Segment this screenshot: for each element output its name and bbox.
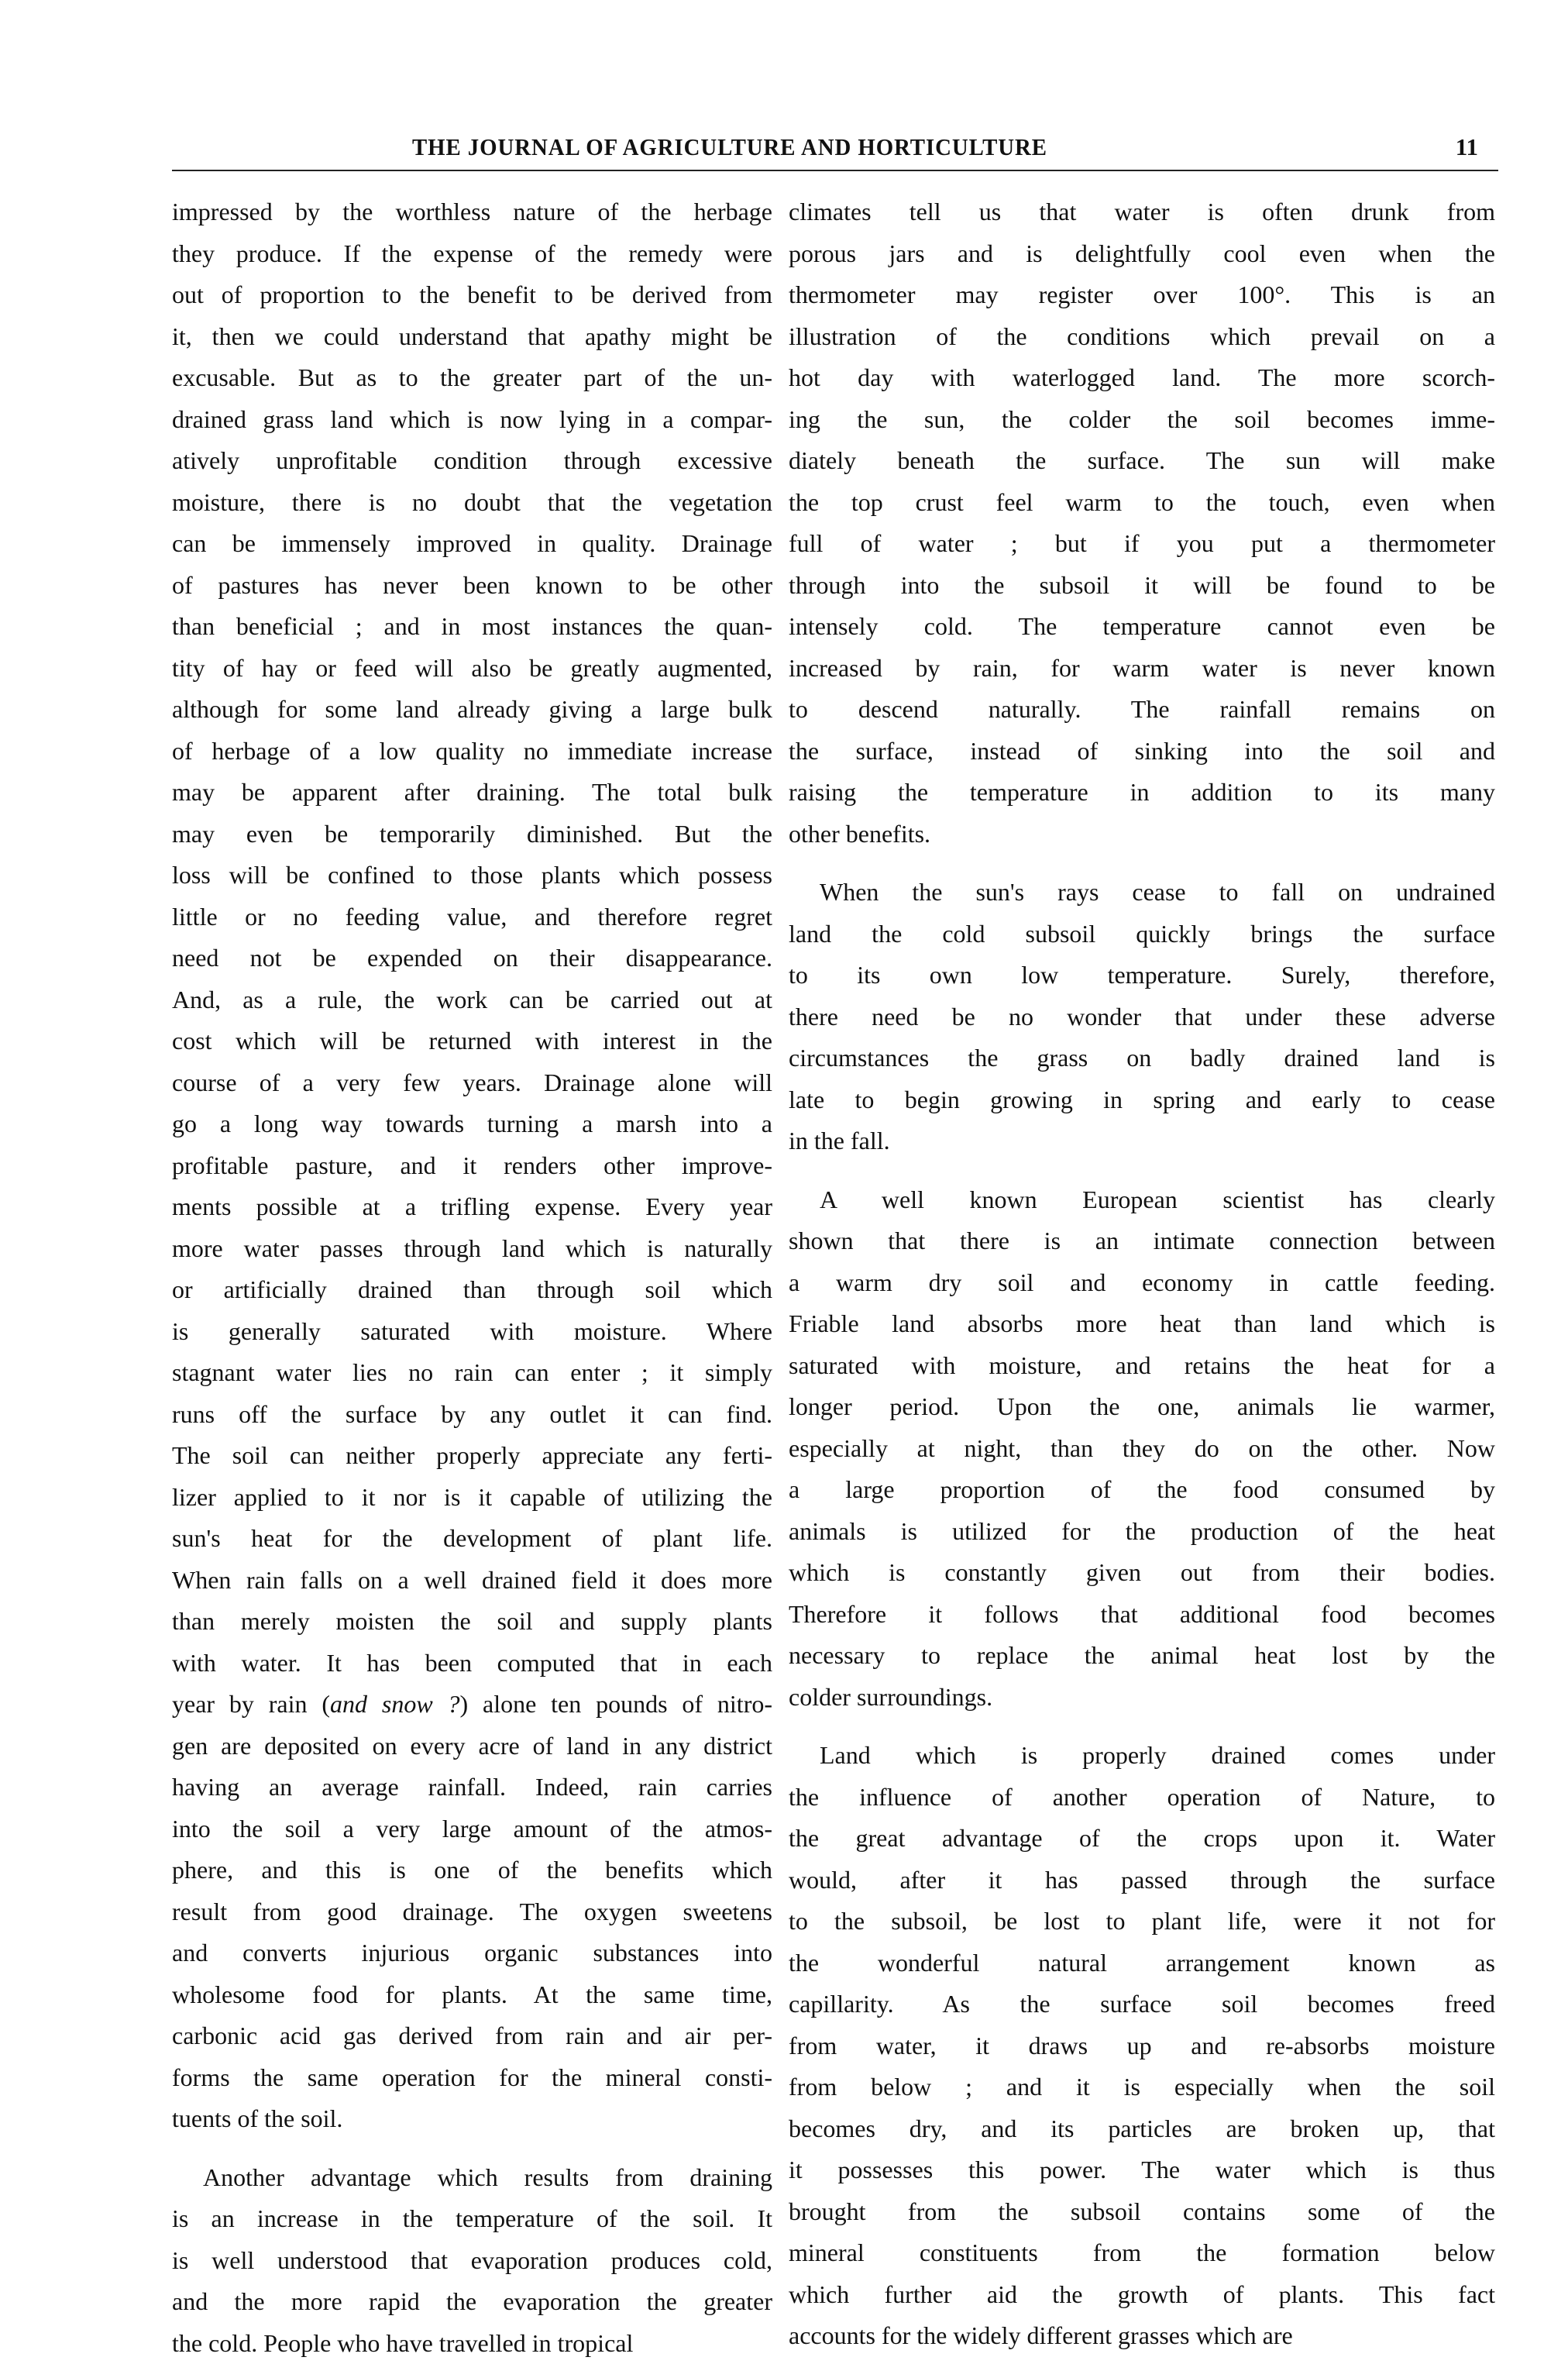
text-line: from below ; and it is especially when the soil: [789, 2066, 1495, 2108]
text-line: profitable pasture, and it renders other improve-: [172, 1145, 772, 1187]
text-line: and the more rapid the evaporation the greater: [172, 2281, 772, 2323]
text-line: porous jars and is delightfully cool even when the: [789, 233, 1495, 275]
text-line: may even be temporarily diminished. But the: [172, 814, 772, 855]
text-line: loss will be confined to those plants which possess: [172, 855, 772, 896]
text-line: illustration of the conditions which prevail on a: [789, 316, 1495, 358]
text-line: tity of hay or feed will also be greatly augmented,: [172, 648, 772, 690]
text-line: result from good drainage. The oxygen sweetens: [172, 1891, 772, 1933]
text-line: Friable land absorbs more heat than land which is: [789, 1303, 1495, 1345]
text-line: through into the subsoil it will be found to be: [789, 565, 1495, 607]
text-line: becomes dry, and its particles are broken up, that: [789, 2108, 1495, 2150]
text-line: course of a very few years. Drainage alone will: [172, 1062, 772, 1104]
page-header: [172, 124, 1497, 170]
text-line: Another advantage which results from draining: [172, 2157, 772, 2199]
paragraph-p1: [172, 191, 772, 2140]
text-line: to its own low temperature. Surely, therefore,: [789, 955, 1495, 996]
text-line: is an increase in the temperature of the soil. It: [172, 2198, 772, 2240]
paragraph-p2: [172, 2157, 772, 2364]
text-line: the wonderful natural arrangement known as: [789, 1942, 1495, 1984]
text-line: land the cold subsoil quickly brings the surface: [789, 914, 1495, 955]
text-line: capillarity. As the surface soil becomes freed: [789, 1984, 1495, 2025]
text-line: cost which will be returned with interest in the: [172, 1020, 772, 1062]
text-line: having an average rainfall. Indeed, rain carries: [172, 1767, 772, 1808]
header-rule: [172, 170, 1498, 171]
text-line: animals is utilized for the production of the heat: [789, 1511, 1495, 1553]
paragraph-p5: [789, 1179, 1495, 1719]
text-line: The soil can neither properly appreciate any ferti-: [172, 1435, 772, 1477]
text-line: ing the sun, the colder the soil becomes imme-: [789, 399, 1495, 441]
text-line: stagnant water lies no rain can enter ; it simply: [172, 1352, 772, 1394]
paragraph-p4: [789, 872, 1495, 1162]
text-line: of pastures has never been known to be other: [172, 565, 772, 607]
text-line: necessary to replace the animal heat lost by the: [789, 1635, 1495, 1677]
text-line: go a long way towards turning a marsh into a: [172, 1103, 772, 1145]
text-line: from water, it draws up and re-absorbs moisture: [789, 2025, 1495, 2067]
text-line: the cold. People who have travelled in tropical: [172, 2323, 772, 2364]
text-line: thermometer may register over 100°. This is an: [789, 274, 1495, 316]
text-line: When the sun's rays cease to fall on undrained: [789, 872, 1495, 914]
text-line: may be apparent after draining. The total bulk: [172, 772, 772, 814]
text-line: which further aid the growth of plants. This fact: [789, 2274, 1495, 2316]
text-line: or artificially drained than through soil which: [172, 1269, 772, 1311]
text-line: than beneficial ; and in most instances the quan-: [172, 606, 772, 648]
text-line: moisture, there is no doubt that the vegetation: [172, 482, 772, 524]
text-line: of herbage of a low quality no immediate increase: [172, 731, 772, 773]
text-line: hot day with waterlogged land. The more scorch-: [789, 357, 1495, 399]
text-line: gen are deposited on every acre of land in any district: [172, 1726, 772, 1767]
text-line: accounts for the widely different grasses which are: [789, 2315, 1495, 2357]
text-line: there need be no wonder that under these adverse: [789, 996, 1495, 1038]
text-line: tuents of the soil.: [172, 2098, 772, 2140]
text-line: lizer applied to it nor is it capable of utilizing the: [172, 1477, 772, 1519]
running-title: THE JOURNAL OF AGRICULTURE AND HORTICULTURE: [412, 133, 1047, 161]
text-line: little or no feeding value, and therefore regret: [172, 896, 772, 938]
text-line: And, as a rule, the work can be carried out at: [172, 979, 772, 1021]
text-line: Land which is properly drained comes under: [789, 1735, 1495, 1777]
text-line: saturated with moisture, and retains the heat for a: [789, 1345, 1495, 1387]
text-line: the influence of another operation of Nature, to: [789, 1777, 1495, 1819]
page-number: 11: [1456, 133, 1478, 161]
text-line: a large proportion of the food consumed by: [789, 1469, 1495, 1511]
text-line: especially at night, than they do on the other. Now: [789, 1428, 1495, 1470]
text-line: raising the temperature in addition to its many: [789, 772, 1495, 814]
text-line: When rain falls on a well drained field it does more: [172, 1560, 772, 1602]
text-line: which is constantly given out from their bodies.: [789, 1552, 1495, 1594]
text-line: although for some land already giving a large bulk: [172, 689, 772, 731]
text-line: climates tell us that water is often drunk from: [789, 191, 1495, 233]
text-line: carbonic acid gas derived from rain and air per-: [172, 2015, 772, 2057]
text-line: the top crust feel warm to the touch, even when: [789, 482, 1495, 524]
text-line: the great advantage of the crops upon it. Water: [789, 1818, 1495, 1860]
right-column: [789, 191, 1495, 2357]
text-line: with water. It has been computed that in each: [172, 1643, 772, 1684]
text-line: it, then we could understand that apathy might be: [172, 316, 772, 358]
text-line: diately beneath the surface. The sun will make: [789, 440, 1495, 482]
text-line: year by rain (and snow ?) alone ten pounds of nitro-: [172, 1684, 772, 1726]
text-line: ments possible at a trifling expense. Every year: [172, 1186, 772, 1228]
text-line: more water passes through land which is naturally: [172, 1228, 772, 1270]
text-line: the surface, instead of sinking into the soil and: [789, 731, 1495, 773]
text-line: sun's heat for the development of plant life.: [172, 1518, 772, 1560]
text-line: other benefits.: [789, 814, 1495, 855]
text-line: would, after it has passed through the surface: [789, 1860, 1495, 1901]
text-line: is well understood that evaporation produces cold,: [172, 2240, 772, 2282]
text-line: can be immensely improved in quality. Drainage: [172, 523, 772, 565]
text-line: mineral constituents from the formation below: [789, 2232, 1495, 2274]
text-line: circumstances the grass on badly drained land is: [789, 1037, 1495, 1079]
left-column: [172, 191, 772, 2364]
text-line: drained grass land which is now lying in a compar-: [172, 399, 772, 441]
text-line: need not be expended on their disappearance.: [172, 938, 772, 979]
text-line: A well known European scientist has clearly: [789, 1179, 1495, 1221]
text-line: atively unprofitable condition through excessive: [172, 440, 772, 482]
paragraph-p3: [789, 191, 1495, 855]
text-line: increased by rain, for warm water is never known: [789, 648, 1495, 690]
text-line: wholesome food for plants. At the same time,: [172, 1974, 772, 2016]
text-line: Therefore it follows that additional food becomes: [789, 1594, 1495, 1636]
text-line: in the fall.: [789, 1120, 1495, 1162]
text-line: colder surroundings.: [789, 1677, 1495, 1719]
text-line: a warm dry soil and economy in cattle feeding.: [789, 1262, 1495, 1304]
text-line: late to begin growing in spring and early to cease: [789, 1079, 1495, 1121]
text-line: intensely cold. The temperature cannot even be: [789, 606, 1495, 648]
text-line: longer period. Upon the one, animals lie warmer,: [789, 1386, 1495, 1428]
italic-aside: and snow ?: [330, 1690, 460, 1718]
text-line: is generally saturated with moisture. Where: [172, 1311, 772, 1353]
paragraph-p6: [789, 1735, 1495, 2357]
text-line: forms the same operation for the mineral consti-: [172, 2057, 772, 2099]
text-line: into the soil a very large amount of the atmos-: [172, 1808, 772, 1850]
text-line: runs off the surface by any outlet it can find.: [172, 1394, 772, 1436]
text-line: than merely moisten the soil and supply plants: [172, 1601, 772, 1643]
text-line: shown that there is an intimate connection between: [789, 1220, 1495, 1262]
text-line: excusable. But as to the greater part of the un-: [172, 357, 772, 399]
text-line: impressed by the worthless nature of the herbage: [172, 191, 772, 233]
text-line: they produce. If the expense of the remedy were: [172, 233, 772, 275]
text-line: and converts injurious organic substances into: [172, 1932, 772, 1974]
text-line: it possesses this power. The water which is thus: [789, 2149, 1495, 2191]
text-line: phere, and this is one of the benefits which: [172, 1850, 772, 1891]
text-line: out of proportion to the benefit to be derived from: [172, 274, 772, 316]
text-line: full of water ; but if you put a thermometer: [789, 523, 1495, 565]
text-line: to descend naturally. The rainfall remains on: [789, 689, 1495, 731]
text-line: to the subsoil, be lost to plant life, were it not for: [789, 1901, 1495, 1942]
text-line: brought from the subsoil contains some of the: [789, 2191, 1495, 2233]
